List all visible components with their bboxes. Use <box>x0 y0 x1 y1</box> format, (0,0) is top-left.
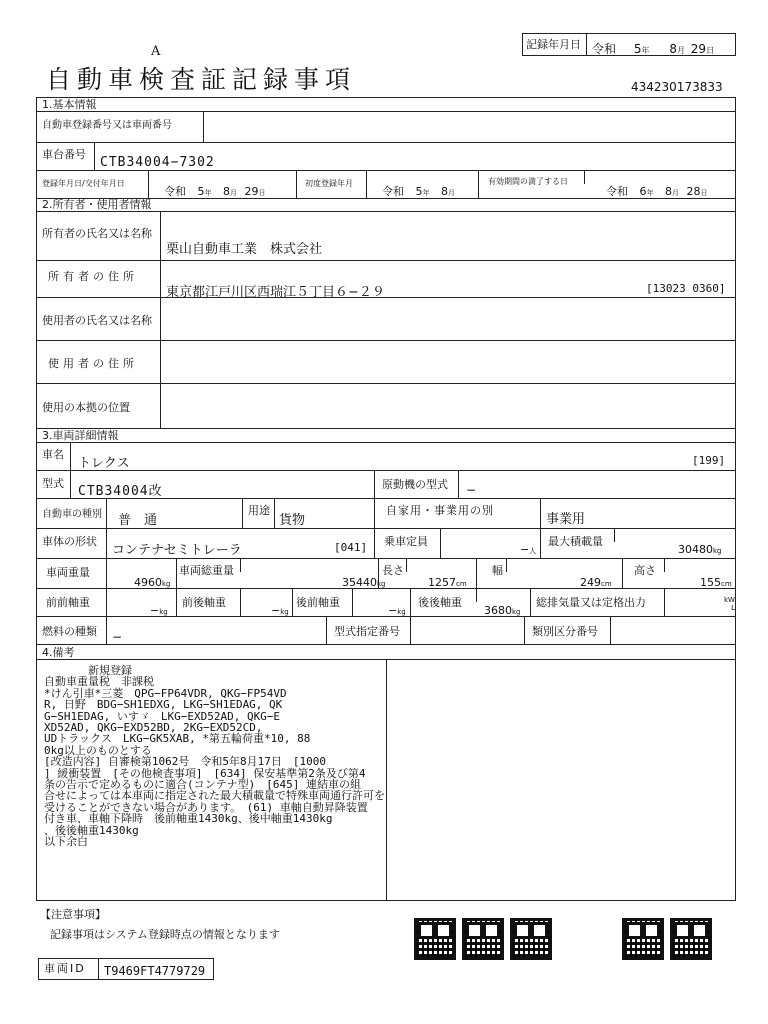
section4-title: 4.備考 <box>42 646 75 659</box>
type-designation-label: 型式指定番号 <box>334 625 400 638</box>
vehicle-weight-label: 車両重量 <box>46 566 90 579</box>
body-shape-label: 車体の形状 <box>42 535 97 548</box>
width-value: 249cm <box>580 576 612 589</box>
gross-weight-value: 35440kg <box>342 576 386 589</box>
front-rear-axle-label: 前後軸重 <box>182 596 226 609</box>
remarks-line: 0kg以上のものとする <box>44 743 152 757</box>
section2-title: 2.所有者・使用者情報 <box>42 198 152 211</box>
model-value: CTB34004改 <box>78 484 163 499</box>
record-date: 令和 5年 8月 29日 <box>592 42 715 56</box>
height-value: 155cm <box>700 576 732 589</box>
base-location-label: 使用の本拠の位置 <box>42 401 130 414</box>
remarks-line: 付き車、車軸下降時 後前軸重1430kg、後中軸重1430kg <box>44 812 333 826</box>
capacity-label: 乗車定員 <box>384 535 428 548</box>
vehicle-id-value: T9469FT4779729 <box>104 964 206 978</box>
engine-model-label: 原動機の型式 <box>382 478 448 491</box>
length-value: 1257cm <box>428 576 467 589</box>
usage-label: 用途 <box>248 504 270 517</box>
remarks-line: 自動車重量税 非課税 <box>44 675 154 689</box>
qr-code-2 <box>462 918 504 960</box>
remarks-line: 新規登録 <box>44 664 132 677</box>
qr-code-3 <box>510 918 552 960</box>
page-title: 自動車検査証記録事項 <box>46 65 357 94</box>
notes-text: 記録事項はシステム登録時点の情報となります <box>50 928 280 941</box>
qr-code-1 <box>414 918 456 960</box>
engine-model-value: − <box>466 483 477 497</box>
capacity-value: −人 <box>520 543 537 556</box>
notes-title: 【注意事項】 <box>40 908 106 921</box>
rear-front-axle-value: −kg <box>388 604 406 617</box>
body-shape-value: コンテナセミトレーラ <box>112 543 242 558</box>
rear-rear-axle-value: 3680kg <box>484 604 521 617</box>
front-rear-axle-value: −kg <box>271 604 289 617</box>
usage-value: 貨物 <box>279 513 306 528</box>
user-address-label: 使用者の住所 <box>48 357 138 370</box>
model-label: 型式 <box>42 477 64 490</box>
height-label: 高さ <box>634 564 656 577</box>
front-front-axle-value: −kg <box>150 604 168 617</box>
user-name-label: 使用者の氏名又は名称 <box>42 314 152 327</box>
width-label: 幅 <box>492 564 503 577</box>
remarks-line: 条の告示で定めるものに適合(コンテナ型) [645] 連結車の組 <box>44 778 361 792</box>
expiry-value: 令和 6年 8月 28日 <box>606 185 708 198</box>
chassis-number-label: 車台番号 <box>42 148 86 161</box>
remarks-line: G−SH1EDAG, いすゞ LKG−EXD52AD, QKG−E <box>44 709 281 723</box>
chassis-number-value: CTB34004−7302 <box>100 155 215 170</box>
document-number: 434230173833 <box>631 80 723 94</box>
remarks-line: ] 緩衝装置 [その他検査事項] [634] 保安基準第2条及び第4 <box>44 766 366 780</box>
remarks-line: 合せによっては本車両に指定された最大積載量で特殊車両通行許可を <box>44 789 385 803</box>
form-mark: A <box>151 44 161 59</box>
front-front-axle-label: 前前軸重 <box>46 596 90 609</box>
record-date-label: 記録年月日 <box>526 38 581 51</box>
vehicle-id-label: 車両ID <box>44 962 86 975</box>
car-name-label: 車名 <box>42 448 64 461</box>
first-reg-label: 初度登録年月 <box>305 179 353 188</box>
length-label: 長さ <box>382 564 404 577</box>
remarks-text <box>44 665 385 848</box>
business-use-value: 事業用 <box>546 512 586 527</box>
fuel-type-value: − <box>112 630 123 644</box>
first-reg-value: 令和 5年 8月 <box>382 185 455 198</box>
rear-rear-axle-label: 後後軸重 <box>418 596 462 609</box>
remarks-line: R, 日野 BDG−SH1EDXG, LKG−SH1EDAG, QK <box>44 698 283 712</box>
max-load-label: 最大積載量 <box>548 535 603 548</box>
remarks-line: 以下余白 <box>44 835 88 849</box>
reg-date-value: 令和 5年 8月 29日 <box>164 185 266 198</box>
fuel-type-label: 燃料の種類 <box>42 625 97 638</box>
owner-address-code: [13023 0360] <box>646 282 726 295</box>
remarks-line: 、後後軸重1430kg <box>44 823 139 837</box>
class-number-label: 類別区分番号 <box>532 625 598 638</box>
body-shape-code: [041] <box>334 541 368 554</box>
remarks-line: XD52AD, QKG−EXD52BD, 2KG−EXD52CD, <box>44 721 263 735</box>
section1-title: 1.基本情報 <box>42 98 97 111</box>
remarks-line: 受けることができない場合があります。 (61) 車軸自動昇降装置 <box>44 800 368 814</box>
qr-code-4 <box>622 918 664 960</box>
max-load-value: 30480kg <box>678 543 722 556</box>
displacement-label: 総排気量又は定格出力 <box>536 596 646 609</box>
car-name-value: トレクス <box>78 456 130 471</box>
section3-title: 3.車両詳細情報 <box>42 429 119 442</box>
vehicle-weight-value: 4960kg <box>134 576 171 589</box>
remarks-line: *けん引車*三菱 QPG−FP64VDR, QKG−FP54VD <box>44 686 287 700</box>
remarks-line: UDトラックス LKG−GK5XAB, *第五輪荷重*10, 88 <box>44 732 311 746</box>
reg-number-label: 自動車登録番号又は車両番号 <box>42 120 172 131</box>
reg-date-label: 登録年月日/交付年月日 <box>42 179 125 188</box>
gross-weight-label: 車両総重量 <box>179 564 234 577</box>
remarks-line: [改造内容] 自審検第1062号 令和5年8月17日 [1000 <box>44 755 326 769</box>
qr-code-5 <box>670 918 712 960</box>
expiry-label: 有効期間の満了する日 <box>488 177 568 186</box>
vehicle-kind-value: 普 通 <box>118 513 158 528</box>
owner-name-value: 栗山自動車工業 株式会社 <box>166 242 323 257</box>
rear-front-axle-label: 後前軸重 <box>296 596 340 609</box>
vehicle-kind-label: 自動車の種別 <box>42 509 102 520</box>
displacement-units: kW L <box>724 596 735 612</box>
car-name-code: [199] <box>692 454 726 467</box>
business-use-label: 自家用・事業用の別 <box>386 504 494 517</box>
owner-address-label: 所有者の住所 <box>48 270 138 283</box>
owner-address-value: 東京都江戸川区西瑞江５丁目６−２９ <box>166 285 385 300</box>
owner-name-label: 所有者の氏名又は名称 <box>42 227 152 240</box>
